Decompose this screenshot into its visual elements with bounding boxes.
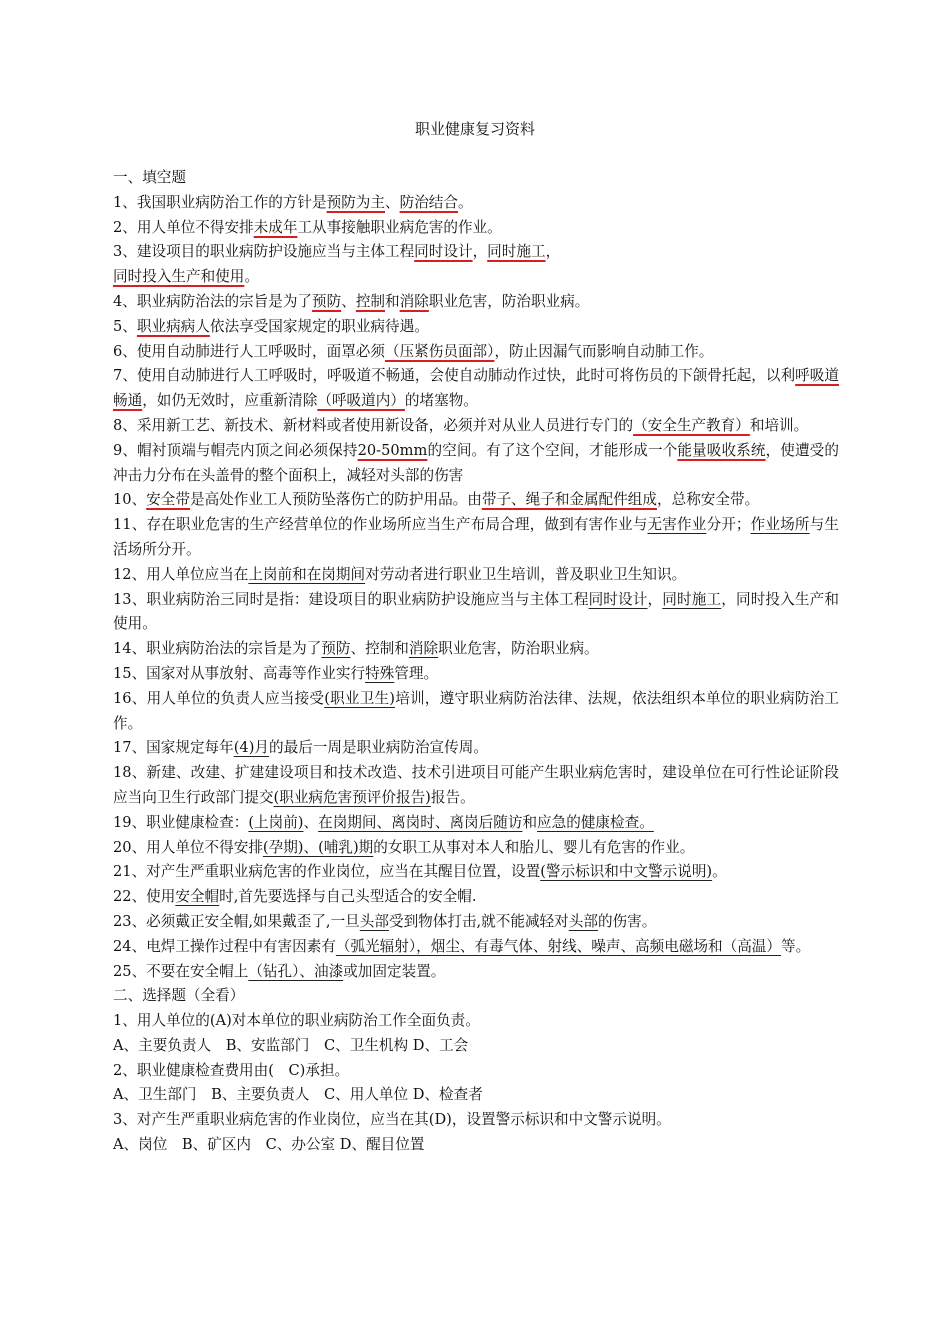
answer-underlined: 应急的健康检查。	[537, 813, 654, 831]
section-heading-choice: 二、选择题（全看）	[113, 987, 245, 1005]
answer-underlined: 消除	[408, 640, 439, 658]
answer-underlined: 预防为主	[326, 193, 385, 211]
item-text: 依法享受国家规定的职业病待遇。	[209, 317, 429, 335]
item-text: 20、用人单位不得安排	[113, 838, 263, 856]
item-text: 报告。	[430, 788, 475, 806]
item-text: 4、职业病防治法的宗旨是为了	[113, 292, 313, 310]
item-text: 、	[303, 813, 319, 831]
fill-item-13	[113, 588, 839, 638]
fill-item-12	[113, 563, 839, 588]
answer-underlined: 带子、绳子和金属配件组成	[481, 491, 657, 509]
answer-underlined: （压紧伤员面部）	[384, 342, 495, 360]
item-text: 22、使用	[113, 888, 176, 906]
answer-underlined: （钻孔）、油漆	[248, 962, 344, 980]
fill-item-21	[113, 860, 839, 885]
fill-item-8	[113, 414, 839, 439]
answer-underlined: 无害作业	[647, 516, 707, 534]
fill-item-25	[113, 960, 839, 985]
item-text: 17、国家规定每年	[113, 739, 234, 757]
item-text: 14、职业病防治法的宗旨是为了	[113, 640, 322, 658]
answer-underlined: 预防	[312, 292, 342, 310]
item-text: 9、帽衬顶端与帽壳内顶之间必须保持	[113, 441, 358, 459]
item-text: 1、我国职业病防治工作的方针是	[113, 193, 327, 211]
item-text: 5、	[113, 317, 137, 335]
answer-underlined: (孕期)、(哺乳)期	[262, 838, 374, 856]
fill-item-5	[113, 315, 839, 340]
item-text: 培训，遵守职业病防治法律、法规，依法组织本单位的职业病防治工作。	[113, 689, 839, 732]
fill-item-11	[113, 513, 839, 563]
fill-item-20	[113, 836, 839, 861]
item-text: 8、采用新工艺、新技术、新材料或者使用新设备，必须并对从业人员进行专门的	[113, 416, 634, 434]
fill-item-4	[113, 290, 839, 315]
item-text: 与生活场所分开。	[113, 516, 839, 558]
item-text: 2、用人单位不得安排	[113, 218, 254, 236]
answer-underlined: 同时施工	[487, 243, 546, 261]
answer-underlined: 作业场所	[750, 516, 810, 534]
item-text: 11、存在职业危害的生产经营单位的作业场所应当生产布局合理，做到有害作业与	[113, 516, 648, 534]
answer-underlined: 未成年	[253, 218, 298, 236]
item-text: 工从事接触职业病危害的作业。	[297, 218, 502, 236]
item-text: 时,首先要选择与自己头型适合的安全帽.	[219, 888, 477, 906]
answer-underlined: 预防	[321, 640, 351, 658]
item-text: 和	[385, 292, 400, 310]
item-text: 19、职业健康检查：	[113, 813, 249, 831]
fill-item-6	[113, 340, 839, 365]
item-text: 3、建设项目的职业病防护设施应当与主体工程	[113, 243, 415, 261]
item-text: 6、使用自动肺进行人工呼吸时，面罩必须	[113, 342, 385, 360]
item-text: 的堵塞物。	[404, 392, 478, 410]
item-text: 21、对产生严重职业病危害的作业岗位，应当在其醒目位置，设置	[113, 863, 541, 881]
answer-underlined: 安全带	[146, 491, 190, 509]
fill-item-2	[113, 216, 839, 241]
item-text: 管理。	[394, 664, 439, 682]
item-text: ，	[545, 243, 561, 261]
choice-options-3: A、岗位 B、矿区内 C、办公室 D、醒目位置	[113, 1136, 425, 1154]
item-text: 的女职工从事对本人和胎儿、婴儿有危害的作业。	[373, 838, 695, 856]
fill-item-14	[113, 637, 839, 662]
answer-underlined: 上岗前和在岗期间	[248, 565, 366, 583]
answer-underlined: 职业病病人	[136, 317, 210, 335]
item-text: 15、国家对从事放射、高毒等作业实行	[113, 664, 366, 682]
item-text: 、	[341, 292, 356, 310]
item-text: ，如仍无效时，应重新清除	[142, 392, 318, 410]
item-text: ，	[647, 590, 663, 608]
answer-underlined: 呼吸道畅通	[113, 367, 839, 410]
fill-item-16	[113, 687, 839, 737]
choice-options-2: A、卫生部门 B、主要负责人 C、用人单位 D、检查者	[113, 1086, 483, 1104]
answer-underlined: 防治结合	[399, 193, 458, 211]
item-text: 是高处作业工人预防坠落伤亡的防护用品。由	[189, 491, 482, 509]
item-text: ，防止因漏气而影响自动肺工作。	[494, 342, 714, 360]
answer-underlined: (4)月	[233, 739, 270, 757]
choice-options-1: A、主要负责人 B、安监部门 C、卫生机构 D、工会	[113, 1036, 469, 1054]
item-text: 和	[522, 813, 538, 831]
answer-underlined: 控制	[355, 292, 386, 310]
item-text: 、	[385, 193, 400, 211]
document-body	[113, 166, 839, 1158]
answer-underlined: (上岗前)	[248, 813, 304, 831]
item-text: 或加固定装置。	[343, 962, 446, 980]
answer-underlined: 能量吸收系统	[677, 441, 766, 459]
answer-underlined: （弧光辐射），烟尘、有毒气体、射线、噪声、高频电磁场和（高温）	[335, 937, 781, 955]
item-text: ，使遭受的冲击力分布在头盖骨的整个面积上，减轻对头部的伤害	[113, 441, 839, 484]
answer-underlined: 在岗期间、离岗时、离岗后随访	[318, 813, 523, 831]
answer-underlined: （呼吸道内）	[317, 392, 405, 410]
item-text: 25、不要在安全帽上	[113, 962, 249, 980]
item-text: 的最后一周是职业病防治宣传周。	[269, 739, 488, 757]
item-text: ，	[472, 243, 488, 261]
item-text: 7、使用自动肺进行人工呼吸时，呼吸道不畅通，会使自动肺动作过快，此时可将伤员的下颌骨托起，以利	[113, 367, 796, 385]
item-text: ，总称安全带。	[657, 491, 760, 509]
item-text: 12、用人单位应当在	[113, 565, 249, 583]
answer-underlined: 头部	[568, 912, 598, 930]
fill-item-23	[113, 910, 839, 935]
fill-item-22	[113, 885, 839, 910]
answer-underlined: 头部	[359, 912, 389, 930]
answer-underlined: 同时设计	[588, 590, 648, 608]
fill-item-7	[113, 364, 839, 414]
answer-underlined: 特殊	[365, 664, 395, 682]
document-title: 职业健康复习资料	[414, 120, 535, 138]
item-text: 对劳动者进行职业卫生培训，普及职业卫生知识。	[365, 565, 687, 583]
item-text: 的空间。有了这个空间，才能形成一个	[427, 441, 678, 459]
fill-item-1	[113, 191, 839, 216]
answer-underlined: 同时设计	[414, 243, 473, 261]
item-text: 18、新建、改建、扩建建设项目和技术改造、技术引进项目可能产生职业病危害时，建设单位在可行性论证阶段应当向卫生行政部门提交	[113, 764, 839, 806]
answer-underlined: 同时投入生产和使用	[113, 268, 245, 286]
item-text: 23、必须戴正安全帽,如果戴歪了,一旦	[113, 912, 360, 930]
answer-underlined: 同时施工	[662, 590, 722, 608]
item-text: 等。	[781, 937, 811, 955]
item-text: 。	[244, 268, 259, 286]
fill-item-9	[113, 439, 839, 489]
answer-underlined: (职业病危害预评价报告)	[273, 788, 431, 806]
item-text: 的伤害。	[597, 912, 657, 930]
item-text: 职业危害，防治职业病。	[428, 292, 590, 310]
item-text: 16、用人单位的负责人应当接受	[113, 689, 325, 707]
item-text: 分开；	[706, 516, 751, 534]
fill-item-3-continued	[113, 265, 839, 290]
fill-item-18	[113, 761, 839, 811]
fill-item-15	[113, 662, 839, 687]
item-text: 24、电焊工操作过程中有害因素有	[113, 937, 336, 955]
fill-item-17	[113, 736, 839, 761]
answer-underlined: (职业卫生)	[324, 689, 395, 707]
choice-question-3: 3、对产生严重职业病危害的作业岗位，应当在其(D)，设置警示标识和中文警示说明。	[113, 1111, 671, 1129]
answer-underlined: 20-50mm	[357, 441, 428, 459]
answer-underlined: 安全帽	[175, 888, 220, 906]
answer-underlined: (警示标识和中文警示说明)	[540, 863, 713, 881]
item-text: 、控制和	[350, 640, 409, 658]
fill-item-24	[113, 935, 839, 960]
choice-question-2: 2、职业健康检查费用由( C)承担。	[113, 1061, 350, 1079]
item-text: 10、	[113, 491, 147, 509]
answer-underlined: （安全生产教育）	[633, 416, 750, 434]
fill-item-19	[113, 811, 839, 836]
item-text: 和培训。	[749, 416, 809, 434]
item-text: 13、职业病防治三同时是指：建设项目的职业病防护设施应当与主体工程	[113, 590, 589, 608]
item-text: 职业危害，防治职业病。	[438, 640, 599, 658]
section-heading-fill-in: 一、填空题	[113, 169, 186, 186]
fill-item-10	[113, 488, 839, 513]
item-text: 。	[712, 863, 727, 881]
answer-underlined: 消除	[399, 292, 429, 310]
item-text: 受到物体打击,就不能减轻对	[388, 912, 569, 930]
item-text: ，同时投入生产和使用。	[113, 590, 839, 633]
item-text: 。	[458, 193, 473, 211]
fill-item-3	[113, 240, 839, 265]
choice-question-1: 1、用人单位的(A)对本单位的职业病防治工作全面负责。	[113, 1012, 480, 1030]
